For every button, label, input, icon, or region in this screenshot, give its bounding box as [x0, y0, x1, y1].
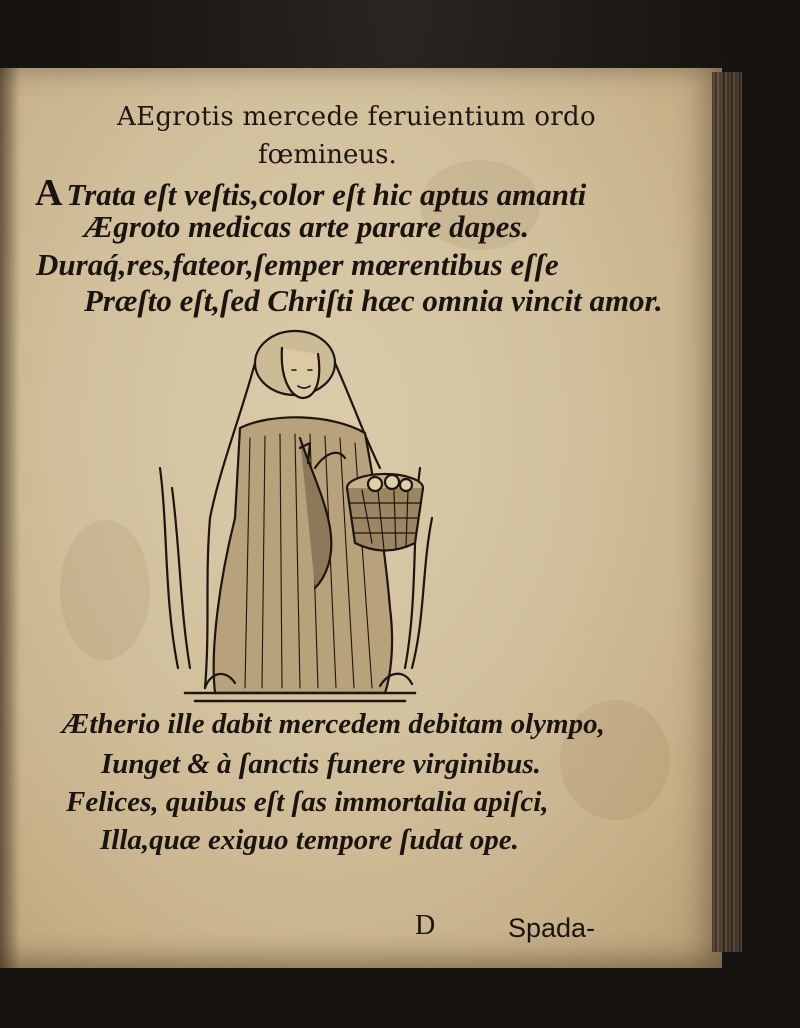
- woodcut-nun-with-basket-icon: [150, 318, 450, 718]
- bottom-verse-line-3: Felices, quibus eſt ſas immortalia apiſci,: [66, 786, 549, 818]
- page-edge-stack: [712, 72, 742, 952]
- page-title: AEgrotis mercede feruientium ordo: [117, 102, 596, 132]
- top-verse-line-1-text: Trata eſt veſtis,color eſt hic aptus amanti: [66, 177, 587, 212]
- drop-cap: A: [35, 172, 63, 214]
- top-verse-line-2: Ægroto medicas arte parare dapes.: [84, 209, 530, 244]
- gutter-shadow: [0, 68, 20, 968]
- top-verse-line-1: [35, 174, 586, 212]
- bottom-verse-line-1: Ætherio ille dabit mercedem debitam olympo,: [62, 708, 605, 740]
- page-title-continued: fœmineus.: [258, 140, 397, 170]
- paper-stain: [60, 520, 150, 660]
- top-verse-line-3: Duraq́,res,fateor,ſemper mœrentibus eſſe: [36, 247, 559, 282]
- signature-mark: D: [415, 910, 436, 941]
- top-verse-line-4: Præſto eſt,ſed Chriſti hæc omnia vincit amor.: [84, 283, 663, 318]
- bottom-verse-line-4: Illa,quæ exiguo tempore ſudat ope.: [100, 824, 519, 856]
- catchword: Spada-: [508, 913, 596, 943]
- bottom-verse-line-2: Iunget & à ſanctis funere virginibus.: [101, 748, 541, 780]
